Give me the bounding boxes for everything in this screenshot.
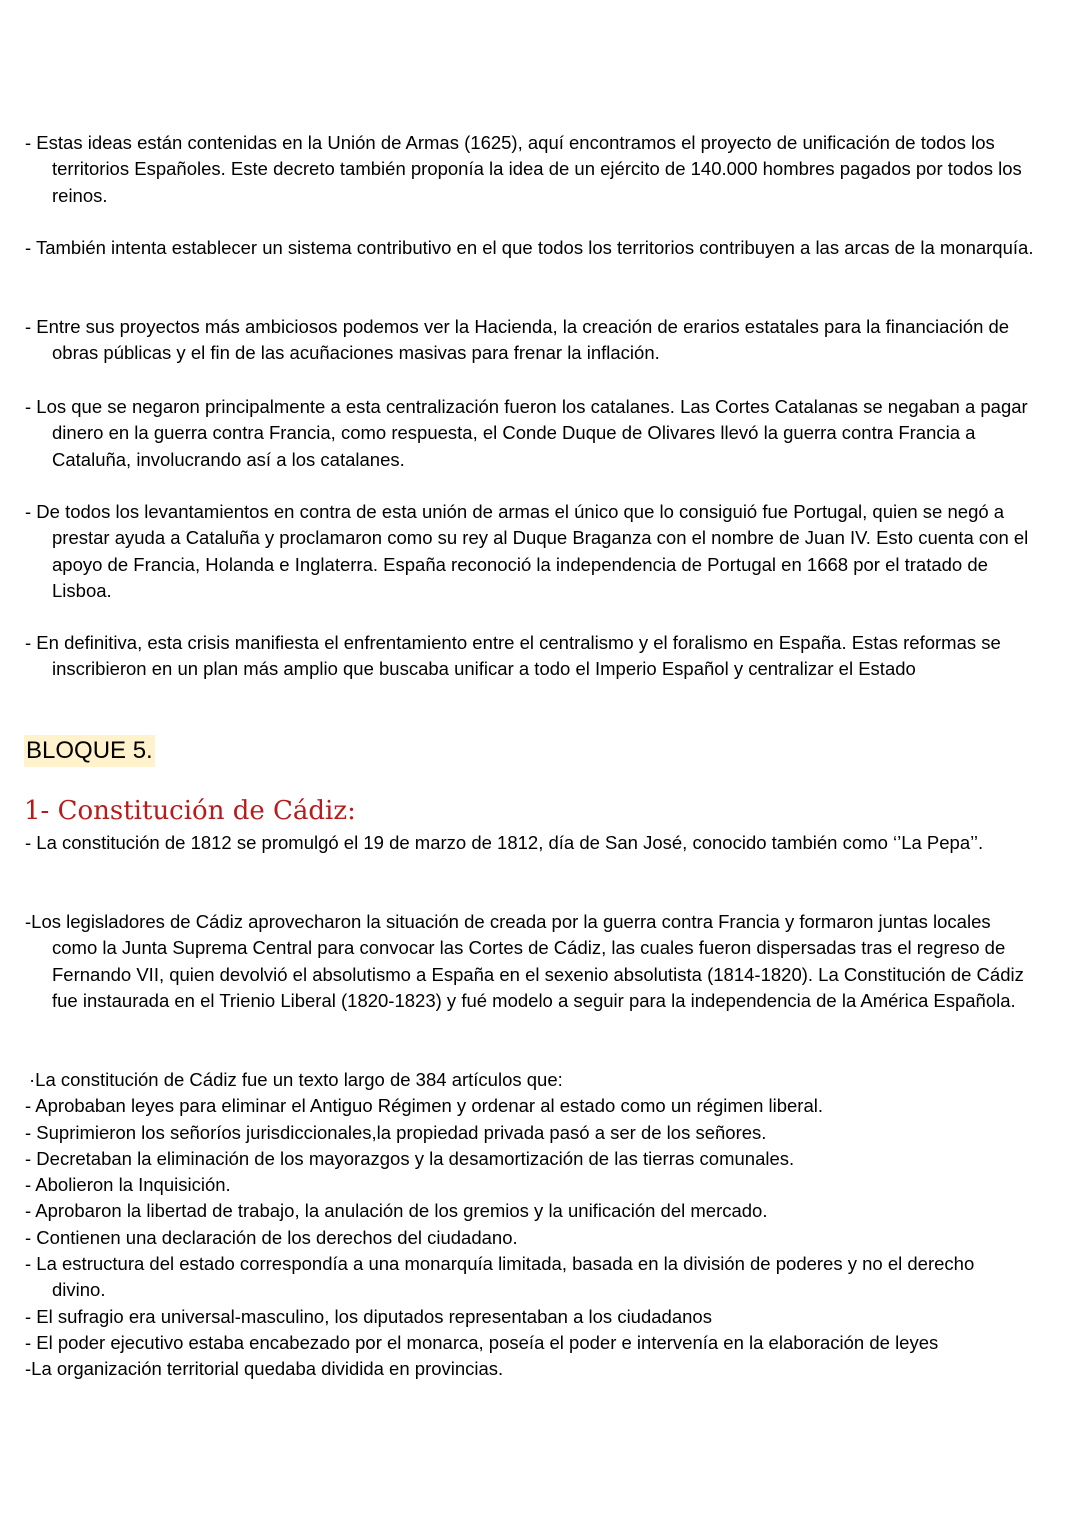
paragraph-catalanes [25,394,1035,473]
list-item: - Contienen una declaración de los derechos del ciudadano. [25,1227,518,1248]
list-item: - Aprobaban leyes para eliminar el Antiguo Régimen y ordenar al estado como un régimen liberal. [25,1095,824,1116]
paragraph-text: -Los legisladores de Cádiz aprovecharon la situación de creada por la guerra contra Francia y formaron juntas locales como la Junta Suprema Central para convocar las Cortes de Cádiz, las cuales fueron dispersadas tras el regreso de Fernando VII, quien devolvió el absolutismo a España en el sexenio absolutista (1814-1820). La Constitución de Cádiz fue instaurada en el Trienio Liberal (1820-1823) y fué modelo a seguir para la independencia de la América Española. [25,911,1024,1011]
list-item: -La organización territorial quedaba dividida en provincias. [25,1358,504,1379]
list-item: - La estructura del estado correspondía a una monarquía limitada, basada en la división de poderes y no el derecho divino. [25,1253,975,1301]
list-item: - Suprimieron los señoríos jurisdiccionales,la propiedad privada pasó a ser de los señores. [25,1122,767,1143]
paragraph-hacienda [25,314,1035,367]
bloque-heading: BLOQUE 5. [24,735,155,767]
paragraph-union-de-armas [25,130,1035,209]
paragraph-portugal [25,499,1035,604]
list-item: - El poder ejecutivo estaba encabezado por el monarca, poseía el poder e intervenía en la elaboración de leyes [25,1332,939,1353]
paragraph-sistema-contributivo [25,235,1035,261]
paragraph-text: - De todos los levantamientos en contra de esta unión de armas el único que lo consiguió fue Portugal, quien se negó a prestar ayuda a Cataluña y proclamaron como su rey al Duque Braganza con el nombre de Juan IV. Esto cuenta con el apoyo de Francia, Holanda e Inglaterra. España reconoció la independencia de Portugal en 1668 por el tratado de Lisboa. [25,501,1029,601]
paragraph-text: - Los que se negaron principalmente a esta centralización fueron los catalanes. Las Cortes Catalanas se negaban a pagar dinero en la guerra contra Francia, como respuesta, el Conde Duque de Olivares llevó la guerra contra Francia a Cataluña, involucrando así a los catalanes. [25,396,1028,470]
list-item: - El sufragio era universal-masculino, los diputados representaban a los ciudadanos [25,1306,712,1327]
paragraph-text: - En definitiva, esta crisis manifiesta el enfrentamiento entre el centralismo y el foralismo en España. Estas reformas se inscribieron en un plan más amplio que buscaba unificar a todo el Imperio Español y centralizar el Estado [25,632,1001,680]
paragraph-text: - Entre sus proyectos más ambiciosos podemos ver la Hacienda, la creación de erarios estatales para la financiación de obras públicas y el fin de las acuñaciones masivas para frenar la inflación. [25,316,1010,364]
paragraph-en-definitiva [25,630,1035,683]
list-intro: ·La constitución de Cádiz fue un texto largo de 384 artículos que: [29,1069,563,1090]
paragraph-text: - También intenta establecer un sistema contributivo en el que todos los territorios contribuyen a las arcas de la monarquía. [25,237,1034,258]
paragraph-legisladores [25,909,1035,1014]
section-heading: 1- Constitución de Cádiz: [24,796,356,826]
list-item: - Aprobaron la libertad de trabajo, la anulación de los gremios y la unificación del mercado. [25,1200,768,1221]
paragraph-text: - La constitución de 1812 se promulgó el 19 de marzo de 1812, día de San José, conocido también como ‘’La Pepa’’. [25,832,984,853]
list-item: - Abolieron la Inquisición. [25,1174,231,1195]
paragraph-la-pepa [25,830,1035,856]
paragraph-text: - Estas ideas están contenidas en la Unión de Armas (1625), aquí encontramos el proyecto de unificación de todos los territorios Españoles. Este decreto también proponía la idea de un ejército de 140.000 hombres pagados por todos los reinos. [25,132,1022,206]
list-item: - Decretaban la eliminación de los mayorazgos y la desamortización de las tierras comunales. [25,1148,795,1169]
